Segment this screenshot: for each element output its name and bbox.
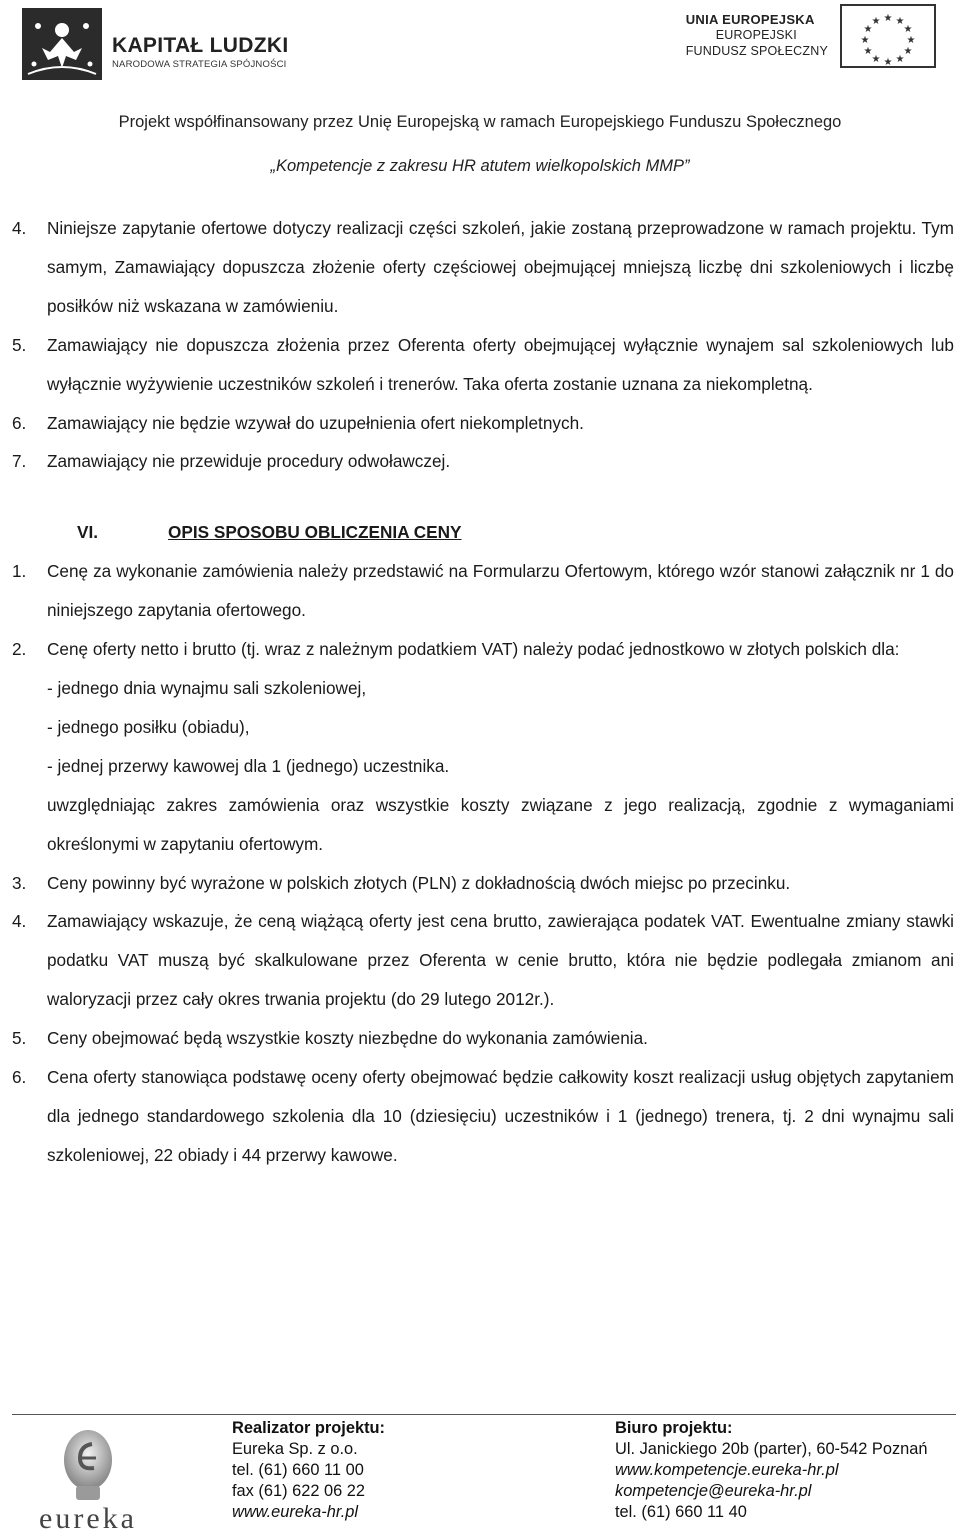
sub-item: - jednego posiłku (obiadu), xyxy=(47,716,250,737)
list-item-text: Cenę oferty netto i brutto (tj. wraz z należnym podatkiem VAT) należy podać jednostkowo w złotych polskich dla: xyxy=(47,639,900,660)
list-item-continuation xyxy=(12,786,954,864)
list-item-text: uwzględniając zakres zamówienia oraz wszystkie koszty związane z jego realizacją, zgodnie z wymaganiami określonymi w zapytaniu ofertowym. xyxy=(47,794,954,854)
eu-flag-icon xyxy=(840,4,936,68)
office-email-link[interactable]: kompetencje@eureka-hr.pl xyxy=(615,1482,812,1500)
list-item-text: Ceny powinny być wyrażone w polskich złotych (PLN) z dokładnością dwóch miejsc po przecinku. xyxy=(47,872,791,893)
list-item-text: Zamawiający wskazuje, że ceną wiążącą oferty jest cena brutto, zawierająca podatek VAT. Ewentualne zmiany stawki podatku VAT muszą być skalkulowane przez Oferenta w cenie brutto, która nie będzie podlegała zmianom ani waloryzacji przez cały okres trwania projektu (do 29 lutego 2012r.). xyxy=(47,911,954,1010)
list-item xyxy=(12,864,954,903)
list-item-number: 6. xyxy=(12,1067,27,1088)
list-item-text: Cenę za wykonanie zamówienia należy przedstawić na Formularzu Ofertowym, którego wzór stanowi załącznik nr 1 do niniejszego zapytania ofertowego. xyxy=(47,561,954,621)
contractor-phone: tel. (61) 660 11 00 xyxy=(232,1461,364,1479)
svg-text:★: ★ xyxy=(883,57,893,68)
list-item-text: Zamawiający nie dopuszcza złożenia przez Oferenta oferty obejmującej wyłącznie wynajem sal szkoleniowych lub wyłącznie wyżywienie uczestników szkoleń i trenerów. Taka oferta zostanie uznana za niekompletną. xyxy=(47,334,954,394)
list-item-number: 2. xyxy=(12,639,27,660)
eureka-logo-icon xyxy=(18,1424,158,1534)
list-item-number: 4. xyxy=(12,911,27,932)
sub-item: - jednego dnia wynajmu sali szkoleniowej, xyxy=(47,677,367,698)
svg-text:★: ★ xyxy=(863,46,873,57)
list-item xyxy=(12,1058,954,1175)
svg-text:★: ★ xyxy=(906,35,916,46)
eureka-logo-text: eureka xyxy=(39,1502,137,1534)
section-number: VI. xyxy=(77,522,99,543)
list-item-number: 5. xyxy=(12,334,27,355)
kapital-ludzki-title: KAPITAŁ LUDZKI xyxy=(112,34,289,57)
list-item xyxy=(12,442,954,481)
svg-text:★: ★ xyxy=(903,46,913,57)
kapital-ludzki-wordmark xyxy=(112,34,288,70)
list-item-text: Zamawiający nie będzie wzywał do uzupełnienia ofert niekompletnych. xyxy=(47,412,584,433)
svg-text:★: ★ xyxy=(883,13,893,24)
footer-project-office xyxy=(615,1418,928,1523)
svg-text:★: ★ xyxy=(895,16,905,27)
svg-text:★: ★ xyxy=(895,54,905,65)
list-item xyxy=(12,902,954,1019)
page-header xyxy=(0,0,960,185)
list-item xyxy=(12,1019,954,1058)
office-website-link[interactable]: www.kompetencje.eureka-hr.pl xyxy=(615,1461,839,1479)
svg-text:★: ★ xyxy=(871,54,881,65)
kapital-ludzki-subtitle: NARODOWA STRATEGIA SPÓJNOŚCI xyxy=(112,59,287,70)
svg-text:★: ★ xyxy=(863,24,873,35)
list-item-number: 4. xyxy=(12,218,27,238)
list-item xyxy=(12,404,954,443)
project-motto: „Kompetencje z zakresu HR atutem wielkopolskich MMP” xyxy=(270,157,690,175)
svg-text:★: ★ xyxy=(903,24,913,35)
eu-line-1: UNIA EUROPEJSKA xyxy=(685,12,815,27)
list-item-number: 7. xyxy=(12,451,27,472)
contractor-name: Eureka Sp. z o.o. xyxy=(232,1440,358,1458)
list-item-text: Zamawiający nie przewiduje procedury odwoławczej. xyxy=(47,451,451,472)
eu-line-3: FUNDUSZ SPOŁECZNY xyxy=(685,44,828,58)
kapital-ludzki-logo-icon xyxy=(22,8,102,80)
footer-divider xyxy=(12,1414,956,1415)
eu-wordmark xyxy=(686,12,828,59)
list-item-text: Ceny obejmować będą wszystkie koszty niezbędne do wykonania zamówienia. xyxy=(47,1028,648,1049)
office-heading: Biuro projektu: xyxy=(615,1419,733,1437)
svg-text:★: ★ xyxy=(871,16,881,27)
contractor-website-link[interactable]: www.eureka-hr.pl xyxy=(232,1503,359,1521)
list-item-number: 1. xyxy=(12,561,27,582)
sub-item: - jednej przerwy kawowej dla 1 (jednego) uczestnika. xyxy=(47,755,450,776)
svg-text:★: ★ xyxy=(860,35,870,46)
section-title: OPIS SPOSOBU OBLICZENIA CENY xyxy=(168,522,462,543)
list-item-number: 5. xyxy=(12,1028,27,1049)
list-item-number: 3. xyxy=(12,872,27,893)
eu-line-2: EUROPEJSKI xyxy=(715,28,797,42)
list-item-text: Cena oferty stanowiąca podstawę oceny oferty obejmować będzie całkowity koszt realizacji usług objętych zapytaniem dla jednego standardowego szkolenia dla 10 (dziesięciu) uczestników i 1 (jednego) trenera, tj. 2 dni wynajmu sali szkoleniowej, 22 obiady i 44 przerwy kawowe. xyxy=(47,1067,954,1165)
contractor-fax: fax (61) 622 06 22 xyxy=(232,1482,366,1500)
list-item-text: Niniejsze zapytanie ofertowe dotyczy realizacji części szkoleń, jakie zostaną przeprowadzone w ramach projektu. Tym samym, Zamawiający dopuszcza złożenie oferty częściowej obejmującej mniejszą liczbę dni szkoleniowych i liczbę posiłków niż wskazana w zamówieniu. xyxy=(47,218,954,316)
list-item xyxy=(12,209,954,326)
list-item-number: 6. xyxy=(12,412,27,433)
list-item xyxy=(12,630,954,669)
office-phone: tel. (61) 660 11 40 xyxy=(615,1503,747,1521)
office-address: Ul. Janickiego 20b (parter), 60-542 Poznań xyxy=(615,1440,928,1458)
document-body xyxy=(12,209,954,1175)
project-funding-line: Projekt współfinansowany przez Unię Europejską w ramach Europejskiego Funduszu Społecznego xyxy=(118,113,842,131)
contractor-heading: Realizator projektu: xyxy=(232,1419,386,1437)
section-heading xyxy=(12,513,954,552)
list-item xyxy=(12,552,954,630)
list-item xyxy=(12,326,954,404)
footer-contractor xyxy=(232,1418,385,1523)
